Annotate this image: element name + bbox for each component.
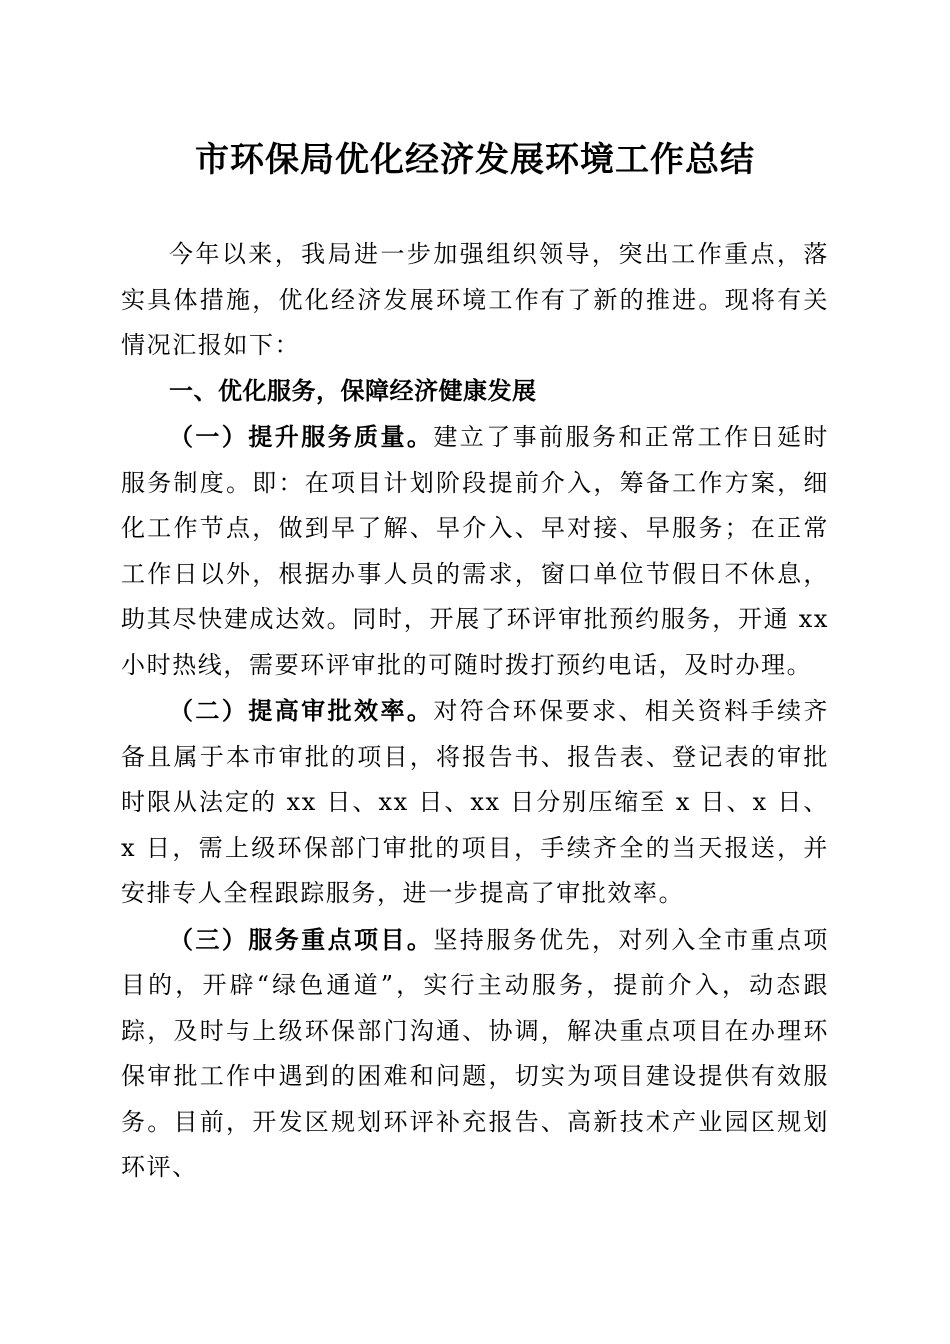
paragraph-text: 对符合环保要求、相关资料手续齐备且属于本市审批的项目，将报告书、报告表、登记表的审批时限从法定的 xx 日、xx 日、xx 日分别压缩至 x 日、x 日、x 日，需上级环保部门审批的项目，手续齐全的当天报送，并安排专人全程跟踪服务，进一步提高了审批效率。 [121, 697, 830, 907]
paragraph-key-projects [121, 917, 829, 1191]
section-heading: 一、优化服务，保障经济健康发展 [169, 376, 537, 405]
paragraph-lead: （三）服务重点项目。 [169, 924, 434, 954]
paragraph-text: 坚持服务优先，对列入全市重点项目的，开辟“绿色通道”，实行主动服务，提前介入，动态跟踪，及时与上级环保部门沟通、协调，解决重点项目在办理环保审批工作中遇到的困难和问题，切实为项目建设提供有效服务。目前，开发区规划环评补充报告、高新技术产业园区规划环评、 [121, 925, 830, 1181]
paragraph-lead: （二）提高审批效率。 [169, 696, 434, 725]
document-body [121, 232, 829, 1191]
paragraph-service-quality [121, 414, 829, 688]
document-title: 市环保局优化经济发展环境工作总结 [195, 140, 755, 180]
intro-paragraph: 今年以来，我局进一步加强组织领导，突出工作重点，落实具体措施，优化经济发展环境工作有了新的推进。现将有关情况汇报如下： [121, 240, 829, 359]
paragraph-approval-efficiency [121, 688, 829, 917]
paragraph-lead: （一）提升服务质量。 [169, 422, 434, 451]
paragraph-text: 建立了事前服务和正常工作日延时服务制度。即：在项目计划阶段提前介入，筹备工作方案，细化工作节点，做到早了解、早介入、早对接、早服务；在正常工作日以外，根据办事人员的需求，窗口单位节假日不休息，助其尽快建成达效。同时，开展了环评审批预约服务，开通 xx 小时热线，需要环评审批的可随时拨打预约电话，及时办理。 [121, 423, 830, 679]
